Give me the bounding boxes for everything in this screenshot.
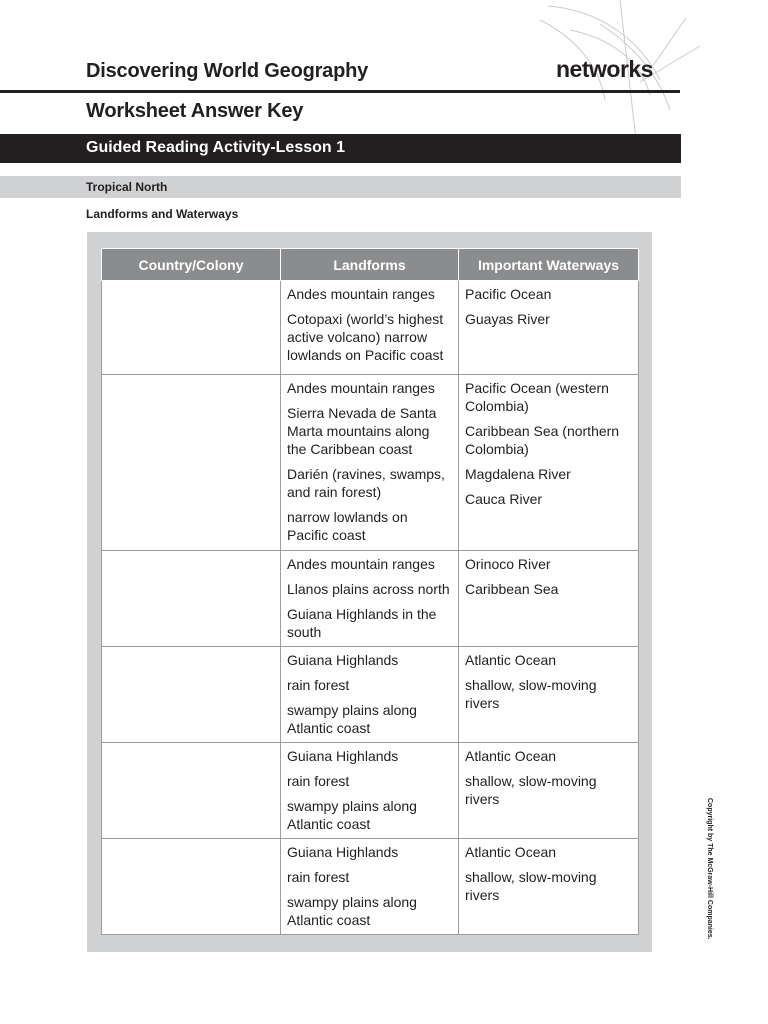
document-title: Discovering World Geography (86, 60, 369, 82)
waterway-item: shallow, slow-moving rivers (465, 677, 597, 711)
copyright-notice: Copyright by The McGraw-Hill Companies. (706, 798, 713, 940)
waterway-item: Pacific Ocean (465, 286, 552, 302)
waterway-item: shallow, slow-moving rivers (465, 869, 597, 903)
country-cell[interactable] (102, 743, 281, 839)
waterway-item: Guayas River (465, 311, 550, 327)
waterway-item: Magdalena River (465, 466, 571, 482)
landforms-cell (281, 647, 459, 743)
landform-item: swampy plains along Atlantic coast (287, 702, 417, 736)
landform-item: rain forest (287, 773, 350, 789)
waterway-item: Caribbean Sea (465, 581, 559, 597)
landform-item: Sierra Nevada de Santa Marta mountains along the Caribbean coast (287, 405, 437, 457)
table-row (102, 281, 639, 375)
landforms-cell (281, 375, 459, 551)
waterways-cell (459, 375, 639, 551)
waterway-item: Caribbean Sea (northern Colombia) (465, 423, 620, 457)
landform-item: rain forest (287, 677, 350, 693)
landform-item: swampy plains along Atlantic coast (287, 894, 417, 928)
landform-item: Guiana Highlands (287, 652, 399, 668)
landform-item: Andes mountain ranges (287, 286, 435, 302)
waterway-item: Atlantic Ocean (465, 652, 557, 668)
section-title: Tropical North (86, 180, 168, 194)
table-body (102, 281, 639, 935)
landform-item: Guiana Highlands (287, 844, 399, 860)
column-header-country: Country/Colony (102, 249, 281, 281)
landforms-cell (281, 551, 459, 647)
waterways-cell (459, 281, 639, 375)
country-cell[interactable] (102, 647, 281, 743)
table-row (102, 647, 639, 743)
landform-item: Guiana Highlands in the south (287, 606, 437, 640)
subsection-title: Landforms and Waterways (86, 207, 239, 221)
lesson-banner (0, 134, 681, 163)
waterways-cell (459, 839, 639, 935)
table-row (102, 375, 639, 551)
networks-logo: networks (556, 56, 653, 82)
waterway-item: Atlantic Ocean (465, 844, 557, 860)
section-banner (0, 176, 681, 198)
landform-item: Darién (ravines, swamps, and rain forest) (287, 466, 445, 500)
waterways-cell (459, 647, 639, 743)
waterways-cell (459, 551, 639, 647)
table-header-row (102, 249, 639, 281)
table-row (102, 743, 639, 839)
country-cell[interactable] (102, 281, 281, 375)
column-header-landforms: Landforms (281, 249, 459, 281)
landform-item: Guiana Highlands (287, 748, 399, 764)
lesson-title: Guided Reading Activity-Lesson 1 (86, 139, 346, 156)
waterway-item: Cauca River (465, 491, 543, 507)
document-subtitle: Worksheet Answer Key (86, 100, 304, 122)
waterway-item: Atlantic Ocean (465, 748, 557, 764)
landform-item: Cotopaxi (world’s highest active volcano) narrow lowlands on Pacific coast (287, 311, 444, 363)
country-cell[interactable] (102, 839, 281, 935)
country-cell[interactable] (102, 551, 281, 647)
landform-item: Andes mountain ranges (287, 556, 435, 572)
table-row (102, 551, 639, 647)
landform-item: rain forest (287, 869, 350, 885)
header-rule (0, 90, 680, 93)
landforms-waterways-table (101, 248, 639, 935)
landforms-cell (281, 839, 459, 935)
landforms-cell (281, 743, 459, 839)
column-header-waterways: Important Waterways (459, 249, 639, 281)
table-panel (87, 232, 652, 952)
waterway-item: Pacific Ocean (western Colombia) (465, 380, 609, 414)
waterways-cell (459, 743, 639, 839)
landform-item: Llanos plains across north (287, 581, 450, 597)
table-row (102, 839, 639, 935)
country-cell[interactable] (102, 375, 281, 551)
landform-item: narrow lowlands on Pacific coast (287, 509, 408, 543)
landform-item: Andes mountain ranges (287, 380, 435, 396)
waterway-item: Orinoco River (465, 556, 551, 572)
waterway-item: shallow, slow-moving rivers (465, 773, 597, 807)
landform-item: swampy plains along Atlantic coast (287, 798, 417, 832)
landforms-cell (281, 281, 459, 375)
